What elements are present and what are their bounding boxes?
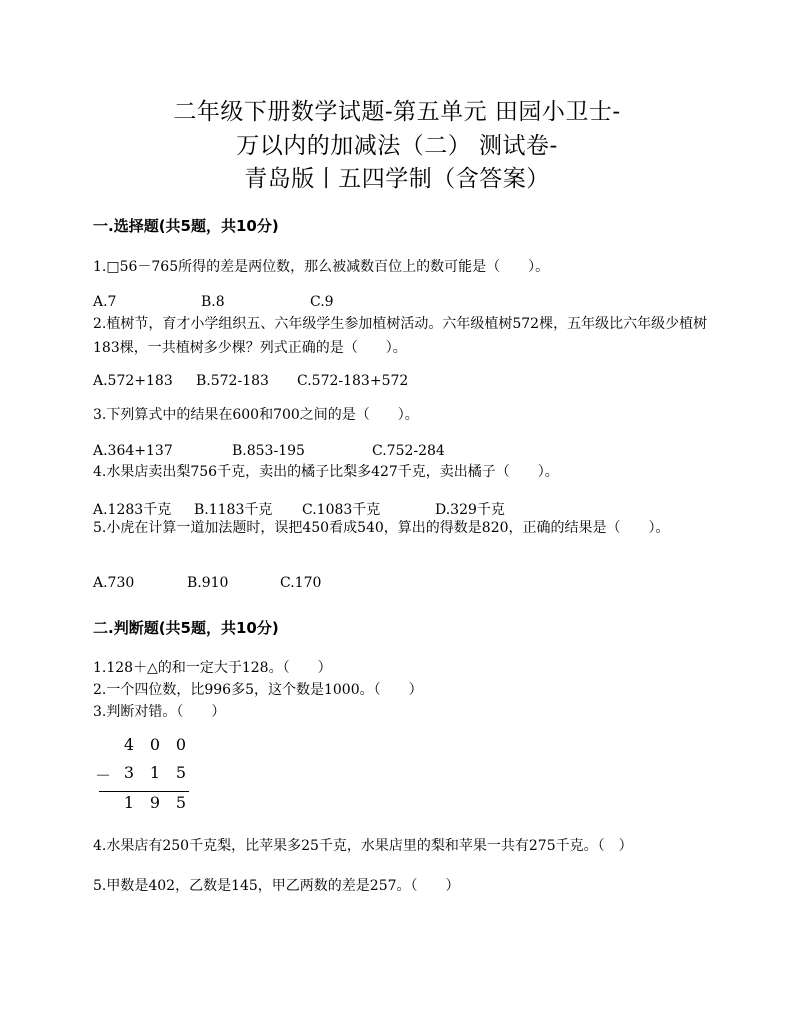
option-b[interactable]: B.572-183 <box>196 373 269 389</box>
option-c[interactable]: C.1083千克 <box>302 502 381 518</box>
section-heading-judgment: 二.判断题(共5题，共10分) <box>93 619 279 637</box>
digit: 4 <box>123 735 135 754</box>
judgment-question-2: 2.一个四位数，比996多5，这个数是1000。（ ） <box>93 682 423 698</box>
digit: 5 <box>175 763 187 782</box>
page-title-line-2: 万以内的加减法（二） 测试卷- <box>236 133 558 159</box>
section-heading-choice: 一.选择题(共5题，共10分) <box>93 217 279 235</box>
option-b[interactable]: B.853-195 <box>232 443 305 459</box>
page-title-line-1: 二年级下册数学试题-第五单元 田园小卫士- <box>173 99 621 125</box>
option-c[interactable]: C.170 <box>280 575 322 591</box>
calc-divider <box>99 791 189 792</box>
digit: 3 <box>123 763 135 782</box>
option-b[interactable]: B.8 <box>201 294 225 310</box>
choice-question-1: 1.□56－765所得的差是两位数，那么被减数百位上的数可能是（ ）。 <box>93 259 550 275</box>
option-c[interactable]: C.752-284 <box>372 443 445 459</box>
choice-question-2: 2.植树节，育才小学组织五、六年级学生参加植树活动。六年级植树572棵，五年级比六年级少植树183棵，一共植树多少棵？列式正确的是（ ）。 <box>93 316 708 356</box>
option-a[interactable]: A.730 <box>93 575 135 591</box>
option-a[interactable]: A.364+137 <box>93 443 173 459</box>
judgment-question-4: 4.水果店有250千克梨，比苹果多25千克，水果店里的梨和苹果一共有275千克。（ ） <box>93 838 633 854</box>
digit: 9 <box>149 793 161 812</box>
choice-question-5: 5.小虎在计算一道加法题时，误把450看成540，算出的得数是820，正确的结果是（ ）。 <box>93 520 670 536</box>
option-a[interactable]: A.7 <box>93 294 117 310</box>
digit: 1 <box>149 763 161 782</box>
digit: 0 <box>149 735 161 754</box>
option-c[interactable]: C.9 <box>310 294 334 310</box>
option-d[interactable]: D.329千克 <box>435 502 505 518</box>
option-a[interactable]: A.1283千克 <box>93 502 172 518</box>
choice-question-3: 3.下列算式中的结果在600和700之间的是（ ）。 <box>93 407 419 423</box>
option-c[interactable]: C.572-183+572 <box>297 373 409 389</box>
digit: 1 <box>123 793 135 812</box>
option-a[interactable]: A.572+183 <box>93 373 173 389</box>
digit: 0 <box>175 735 187 754</box>
judgment-question-1: 1.128＋△的和一定大于128。（ ） <box>93 660 332 676</box>
choice-question-4: 4.水果店卖出梨756千克，卖出的橘子比梨多427千克，卖出橘子（ ）。 <box>93 464 559 480</box>
judgment-question-5: 5.甲数是402，乙数是145，甲乙两数的差是257。（ ） <box>93 878 460 894</box>
minus-sign: － <box>94 766 111 785</box>
page-title-line-3: 青岛版丨五四学制（含答案） <box>244 166 550 192</box>
digit: 5 <box>175 793 187 812</box>
option-b[interactable]: B.910 <box>187 575 229 591</box>
option-b[interactable]: B.1183千克 <box>194 502 273 518</box>
vertical-subtraction <box>93 735 213 820</box>
judgment-question-3: 3.判断对错。（ ） <box>93 704 226 720</box>
